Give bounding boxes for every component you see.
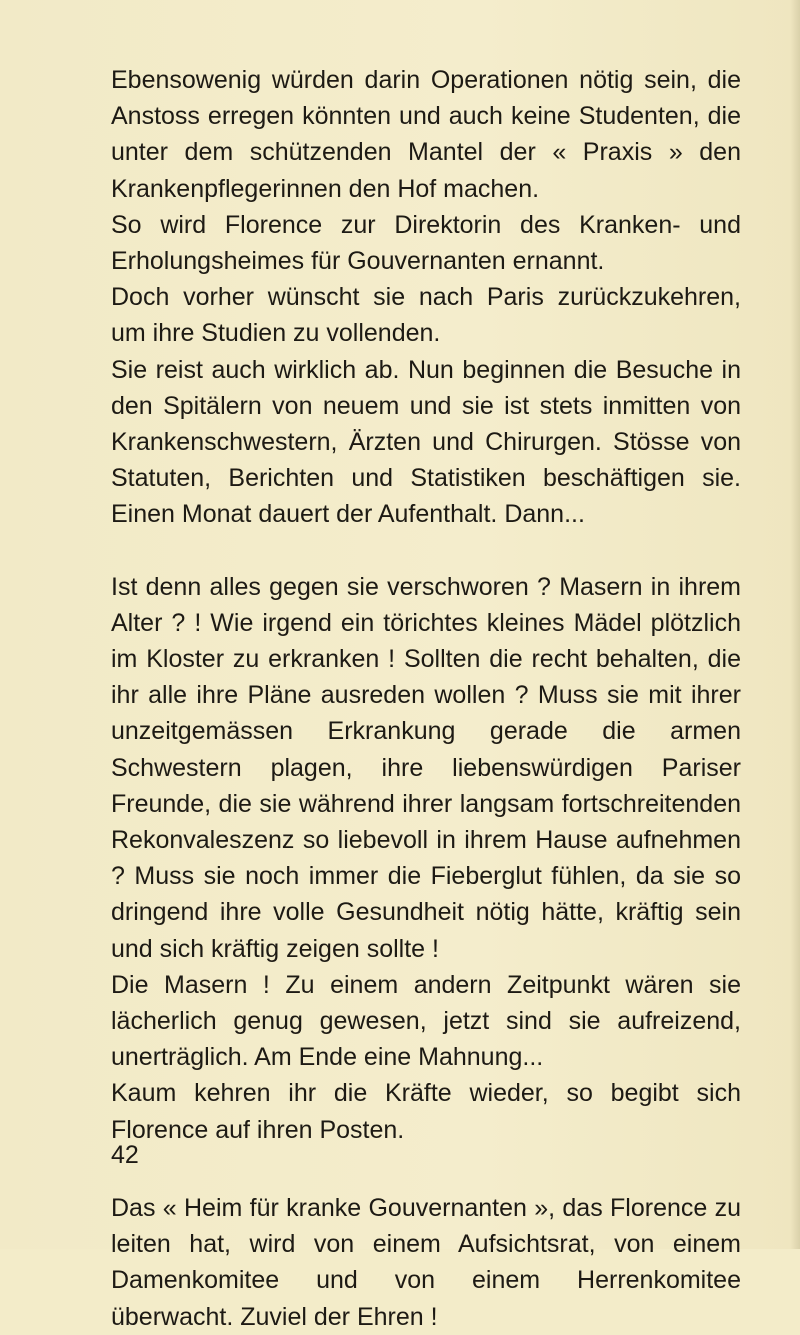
paragraph: Kaum kehren ihr die Kräfte wieder, so begibt sich Florence auf ihren Posten. [111, 1079, 741, 1144]
paragraph: So wird Florence zur Direktorin des Kranken- und Erholungsheimes für Gouvernanten ernannt. [111, 210, 741, 276]
paragraph: Das « Heim für kranke Gouvernanten », das Florence zu leiten hat, wird von einem Aufsichtsrat, von einem Damenkomitee und von einem Herrenkomitee überwacht. Zuviel der Ehren ! [111, 1193, 741, 1331]
body-text [111, 62, 741, 1335]
page-number: 42 [111, 1141, 139, 1169]
section-break [111, 533, 741, 569]
paragraph: Die Masern ! Zu einem andern Zeitpunkt wären sie lächerlich genug gewesen, jetzt sind sie aufreizend, unerträglich. Am Ende eine Mahnung... [111, 970, 741, 1072]
page-edge-shadow [790, 0, 800, 1249]
paragraph: Ebensowenig würden darin Operationen nötig sein, die Anstoss erregen könnten und auch keine Studenten, die unter dem schützenden Mantel der « Praxis » den Krankenpflegerinnen den Hof machen. [111, 66, 741, 203]
section-break [111, 1148, 741, 1190]
paragraph: Sie reist auch wirklich ab. Nun beginnen die Besuche in den Spitälern von neuem und sie ist stets inmitten von Krankenschwestern, Ärzten und Chirurgen. Stösse von Statuten, Berichten und Statistiken beschäftigen sie. Einen Monat dauert der Aufenthalt. Dann... [111, 355, 741, 529]
paragraph: Doch vorher wünscht sie nach Paris zurückzukehren, um ihre Studien zu vollenden. [111, 283, 741, 348]
paragraph: Ist denn alles gegen sie verschworen ? Masern in ihrem Alter ? ! Wie irgend ein törichtes kleines Mädel plötzlich im Kloster zu erkranken ! Sollten die recht behalten, die ihr alle ihre Pläne ausreden wollen ? Muss sie mit ihrer unzeitgemässen Erkrankung gerade die armen Schwestern plagen, ihre liebenswürdigen Pariser Freunde, die sie während ihrer langsam fortschreitenden Rekonvaleszenz so liebevoll in ihrem Hause aufnehmen ? Muss sie noch immer die Fieberglut fühlen, da sie so dringend ihre volle Gesundheit nötig hätte, kräftig sein und sich kräftig zeigen sollte ! [111, 572, 741, 963]
